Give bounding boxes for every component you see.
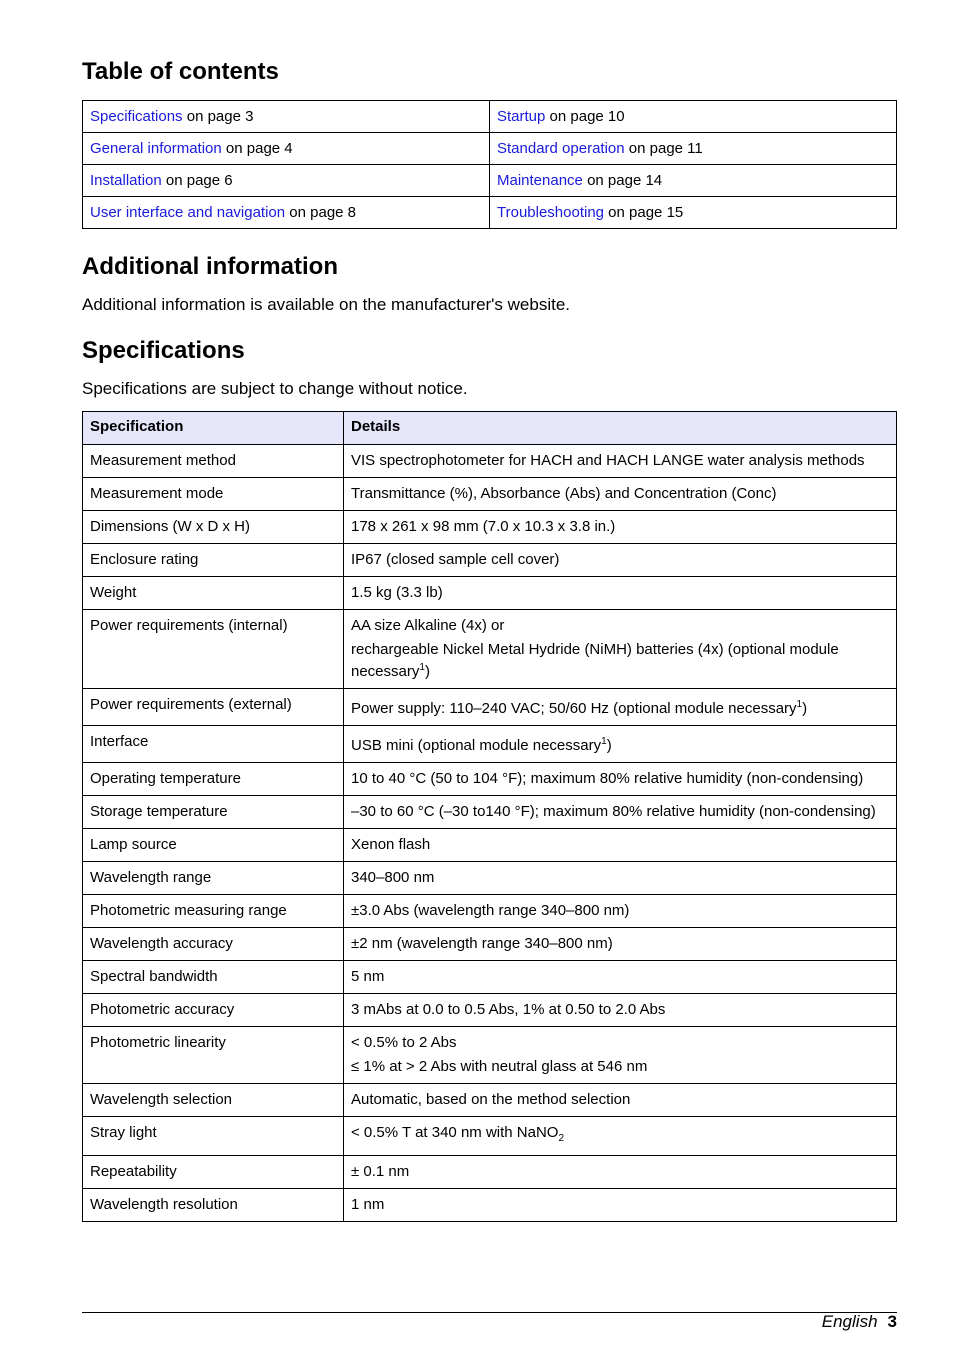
specifications-table	[82, 411, 897, 1222]
toc-page-ref: on page 15	[604, 204, 684, 221]
spec-details-paragraph	[351, 1058, 889, 1076]
spec-details	[344, 928, 897, 961]
toc-link[interactable]: Specifications	[90, 108, 183, 125]
spec-details	[344, 862, 897, 895]
spec-details-paragraph	[351, 617, 889, 635]
toc-row	[83, 101, 897, 133]
details-text: rechargeable Nickel Metal Hydride (NiMH) batteries (4x) (optional module necessary	[351, 641, 839, 680]
spec-details	[344, 478, 897, 511]
spec-details-paragraph	[351, 696, 889, 718]
spec-row	[83, 511, 897, 544]
details-text: < 0.5% T at 340 nm with NaNO	[351, 1124, 559, 1141]
spec-details-paragraph	[351, 485, 889, 503]
toc-page-ref: on page 14	[582, 172, 663, 189]
spec-details	[344, 577, 897, 610]
spec-row	[83, 796, 897, 829]
spec-row	[83, 862, 897, 895]
spec-name: Repeatability	[83, 1156, 344, 1189]
spec-name: Spectral bandwidth	[83, 961, 344, 994]
details-text: < 0.5% to 2 Abs	[351, 1034, 457, 1051]
toc-link[interactable]: Standard operation	[497, 140, 625, 157]
spec-details-paragraph	[351, 641, 889, 681]
spec-row	[83, 994, 897, 1027]
toc-entry	[490, 165, 897, 197]
spec-details-paragraph	[351, 584, 889, 602]
details-text: )	[802, 700, 808, 717]
toc-row	[83, 133, 897, 165]
spec-name: Wavelength range	[83, 862, 344, 895]
spec-row	[83, 895, 897, 928]
spec-name: Photometric measuring range	[83, 895, 344, 928]
details-text: 5 nm	[351, 968, 385, 985]
toc-link[interactable]: Troubleshooting	[497, 204, 605, 221]
spec-details-paragraph	[351, 803, 889, 821]
spec-details-paragraph	[351, 968, 889, 986]
spec-name: Dimensions (W x D x H)	[83, 511, 344, 544]
spec-details	[344, 610, 897, 689]
toc-heading: Table of contents	[82, 58, 279, 85]
footnote-marker: 1	[796, 699, 803, 710]
spec-row	[83, 689, 897, 726]
spec-details-paragraph	[351, 1001, 889, 1019]
spec-details	[344, 796, 897, 829]
spec-details-paragraph	[351, 1091, 889, 1109]
spec-name: Photometric accuracy	[83, 994, 344, 1027]
spec-details	[344, 1156, 897, 1189]
spec-row	[83, 1189, 897, 1222]
toc-page-ref: on page 11	[624, 140, 703, 157]
spec-name: Power requirements (external)	[83, 689, 344, 726]
details-text: Automatic, based on the method selection	[351, 1091, 631, 1108]
spec-details	[344, 544, 897, 577]
spec-row	[83, 829, 897, 862]
spec-details-paragraph	[351, 733, 889, 755]
spec-row	[83, 544, 897, 577]
toc-page-ref: on page 6	[161, 172, 233, 189]
spec-row	[83, 961, 897, 994]
spec-name: Wavelength accuracy	[83, 928, 344, 961]
spec-details-paragraph	[351, 1163, 889, 1181]
details-text: ± 0.1 nm	[351, 1163, 410, 1180]
footnote-marker: 1	[601, 736, 607, 747]
specifications-intro: Specifications are subject to change without notice.	[82, 379, 468, 398]
spec-column-header: Specification	[83, 412, 344, 445]
spec-row	[83, 726, 897, 763]
spec-details	[344, 1084, 897, 1117]
spec-details-paragraph	[351, 1196, 889, 1214]
details-text: 1 nm	[351, 1196, 385, 1213]
footer-divider	[82, 1312, 897, 1313]
spec-name: Storage temperature	[83, 796, 344, 829]
toc-page-ref: on page 3	[182, 108, 254, 125]
spec-details-paragraph	[351, 1124, 889, 1148]
spec-row	[83, 1117, 897, 1156]
spec-details-paragraph	[351, 770, 889, 788]
spec-name: Photometric linearity	[83, 1027, 344, 1084]
toc-entry	[83, 133, 490, 165]
spec-details	[344, 689, 897, 726]
spec-name: Lamp source	[83, 829, 344, 862]
details-column-header: Details	[344, 412, 897, 445]
page-number: 3	[887, 1312, 897, 1331]
spec-name: Wavelength resolution	[83, 1189, 344, 1222]
toc-row	[83, 165, 897, 197]
toc-entry	[490, 101, 897, 133]
spec-name: Stray light	[83, 1117, 344, 1156]
spec-name: Measurement mode	[83, 478, 344, 511]
spec-row	[83, 445, 897, 478]
toc-entry	[490, 133, 897, 165]
details-text: AA size Alkaline (4x) or	[351, 617, 505, 634]
spec-name: Weight	[83, 577, 344, 610]
spec-details-paragraph	[351, 935, 889, 953]
toc-link[interactable]: Installation	[90, 172, 162, 189]
footnote-marker: 1	[419, 662, 425, 673]
spec-details	[344, 961, 897, 994]
details-text: ±3.0 Abs (wavelength range 340–800 nm)	[351, 902, 630, 919]
spec-details	[344, 726, 897, 763]
toc-table	[82, 100, 897, 229]
details-text: 340–800 nm	[351, 869, 435, 886]
details-text: ±2 nm (wavelength range 340–800 nm)	[351, 935, 613, 952]
spec-name: Measurement method	[83, 445, 344, 478]
details-text: Transmittance (%), Absorbance (Abs) and Concentration (Conc)	[351, 485, 777, 502]
spec-details-paragraph	[351, 518, 889, 536]
spec-name: Interface	[83, 726, 344, 763]
spec-row	[83, 610, 897, 689]
toc-entry	[83, 101, 490, 133]
toc-row	[83, 197, 897, 229]
spec-row	[83, 1156, 897, 1189]
details-text: Power supply: 110–240 VAC; 50/60 Hz (optional module necessary	[351, 700, 797, 717]
spec-details-paragraph	[351, 836, 889, 854]
toc-link[interactable]: Startup	[497, 108, 546, 125]
spec-details	[344, 895, 897, 928]
spec-name: Operating temperature	[83, 763, 344, 796]
details-text: 1.5 kg (3.3 lb)	[351, 584, 443, 601]
toc-page-ref: on page 10	[545, 108, 625, 125]
details-text: IP67 (closed sample cell cover)	[351, 551, 560, 568]
footer-language: English	[821, 1312, 878, 1331]
details-text: 178 x 261 x 98 mm (7.0 x 10.3 x 3.8 in.)	[351, 518, 616, 535]
spec-row	[83, 478, 897, 511]
spec-details	[344, 1117, 897, 1156]
details-text: USB mini (optional module necessary	[351, 737, 602, 754]
details-text: ≤ 1% at > 2 Abs with neutral glass at 546 nm	[351, 1058, 648, 1075]
spec-details-paragraph	[351, 452, 889, 470]
spec-row	[83, 1084, 897, 1117]
details-text: VIS spectrophotometer for HACH and HACH LANGE water analysis methods	[351, 452, 865, 469]
details-text: –30 to 60 °C (–30 to140 °F); maximum 80% relative humidity (non-condensing)	[351, 803, 876, 820]
spec-details	[344, 511, 897, 544]
spec-header-row	[83, 412, 897, 445]
spec-details	[344, 763, 897, 796]
page-footer	[822, 1312, 897, 1332]
spec-details	[344, 1027, 897, 1084]
spec-name: Enclosure rating	[83, 544, 344, 577]
additional-info-text: Additional information is available on the manufacturer's website.	[82, 295, 571, 314]
details-text: 10 to 40 °C (50 to 104 °F); maximum 80% relative humidity (non-condensing)	[351, 770, 864, 787]
spec-row	[83, 577, 897, 610]
spec-details-paragraph	[351, 869, 889, 887]
subscript: 2	[558, 1133, 565, 1144]
details-text: 3 mAbs at 0.0 to 0.5 Abs, 1% at 0.50 to 2.0 Abs	[351, 1001, 666, 1018]
details-text: Xenon flash	[351, 836, 431, 853]
spec-details	[344, 445, 897, 478]
spec-row	[83, 763, 897, 796]
spec-details	[344, 1189, 897, 1222]
toc-page-ref: on page 8	[285, 204, 357, 221]
toc-link[interactable]: User interface and navigation	[90, 204, 286, 221]
toc-page-ref: on page 4	[221, 140, 293, 157]
spec-details-paragraph	[351, 1034, 889, 1052]
details-text: )	[424, 663, 430, 680]
spec-row	[83, 928, 897, 961]
toc-entry	[83, 197, 490, 229]
spec-details	[344, 994, 897, 1027]
additional-info-heading: Additional information	[82, 253, 338, 280]
toc-entry	[83, 165, 490, 197]
spec-name: Power requirements (internal)	[83, 610, 344, 689]
spec-details-paragraph	[351, 902, 889, 920]
spec-details-paragraph	[351, 551, 889, 569]
specifications-heading: Specifications	[82, 337, 245, 364]
toc-link[interactable]: General information	[90, 140, 222, 157]
spec-details	[344, 829, 897, 862]
toc-link[interactable]: Maintenance	[497, 172, 583, 189]
spec-row	[83, 1027, 897, 1084]
toc-entry	[490, 197, 897, 229]
spec-name: Wavelength selection	[83, 1084, 344, 1117]
details-text: )	[606, 737, 612, 754]
